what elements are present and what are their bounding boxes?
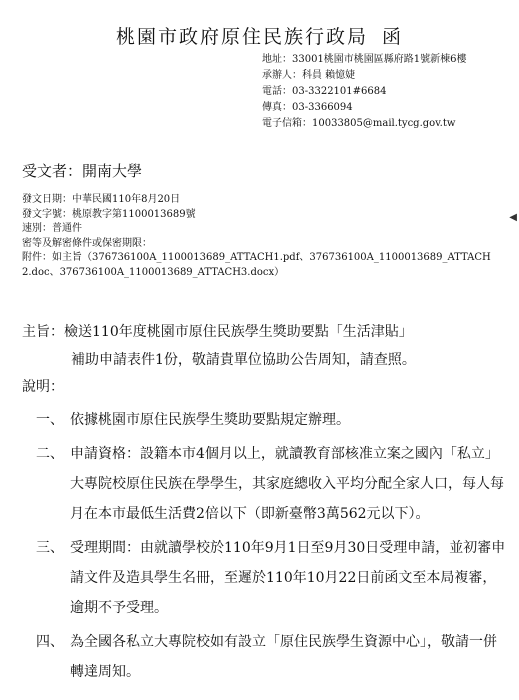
- list-item: [36, 627, 506, 687]
- list-item: [36, 439, 506, 529]
- issue-date: 發文日期：中華民國110年8月20日: [22, 194, 181, 205]
- speed: 速別：普通件: [22, 223, 82, 234]
- item-text: 受理期間：由就讀學校於110年9月1日至9月30日受理申請，並初審申請文件及造具學生名冊，至遲於110年10月22日前函文至本局複審，逾期不予受理。: [70, 540, 506, 616]
- item-text: 申請資格：設籍本市4個月以上，就讀教育部核准立案之國內「私立」大專院校原住民族在學學生，其家庭總收入平均分配全家人口，每人每月在本市最低生活費2倍以下（即新臺幣3萬562元以下）。: [70, 446, 504, 522]
- list-item: [36, 533, 506, 623]
- list-item: [36, 405, 506, 435]
- description-items: [36, 405, 506, 691]
- meta-block: [22, 193, 502, 280]
- issuing-agency: 桃園市政府原住民族行政局: [115, 26, 368, 48]
- recipient: 受文者：開南大學: [22, 162, 143, 180]
- attachments: 附件：如主旨（376736100A_1100013689_ATTACH1.pdf、376736100A_1100013689_ATTACH2.doc、376736100A_1100013689_ATTACH3.docx）: [22, 252, 491, 278]
- item-number: 二、: [36, 446, 64, 462]
- phone: 電話：03-3322101#6684: [262, 86, 387, 97]
- email: 電子信箱：10033805@mail.tycg.gov.tw: [262, 118, 456, 129]
- item-number: 一、: [36, 412, 64, 428]
- binding-line-marker-icon: ◀: [509, 212, 517, 223]
- document-type: 函: [382, 26, 404, 48]
- item-text: 依據桃園市原住民族學生獎助要點規定辦理。: [70, 412, 350, 428]
- fax: 傳真：03-3366094: [262, 102, 353, 113]
- item-number: 四、: [36, 634, 64, 650]
- address: 地址：33001桃園市桃園區縣府路1號新棟6樓: [262, 54, 467, 65]
- handler: 承辦人：科員 賴憶婕: [262, 70, 356, 81]
- document-title: [0, 22, 519, 49]
- security-level: 密等及解密條件或保密期限：: [22, 237, 152, 249]
- subject: [22, 318, 502, 374]
- item-text: 為全國各私立大專院校如有設立「原住民族學生資源中心」，敬請一併轉達周知。: [70, 634, 497, 680]
- subject-line-2: 補助申請表件1份，敬請貴單位協助公告周知，請查照。: [71, 352, 416, 368]
- subject-line-1: 主旨：檢送110年度桃園市原住民族學生獎助要點「生活津貼」: [22, 324, 413, 340]
- contact-block: [262, 52, 512, 132]
- issue-number: 發文字號：桃原教字第1100013689號: [22, 208, 196, 220]
- description-label: 說明：: [22, 379, 64, 395]
- item-number: 三、: [36, 540, 64, 556]
